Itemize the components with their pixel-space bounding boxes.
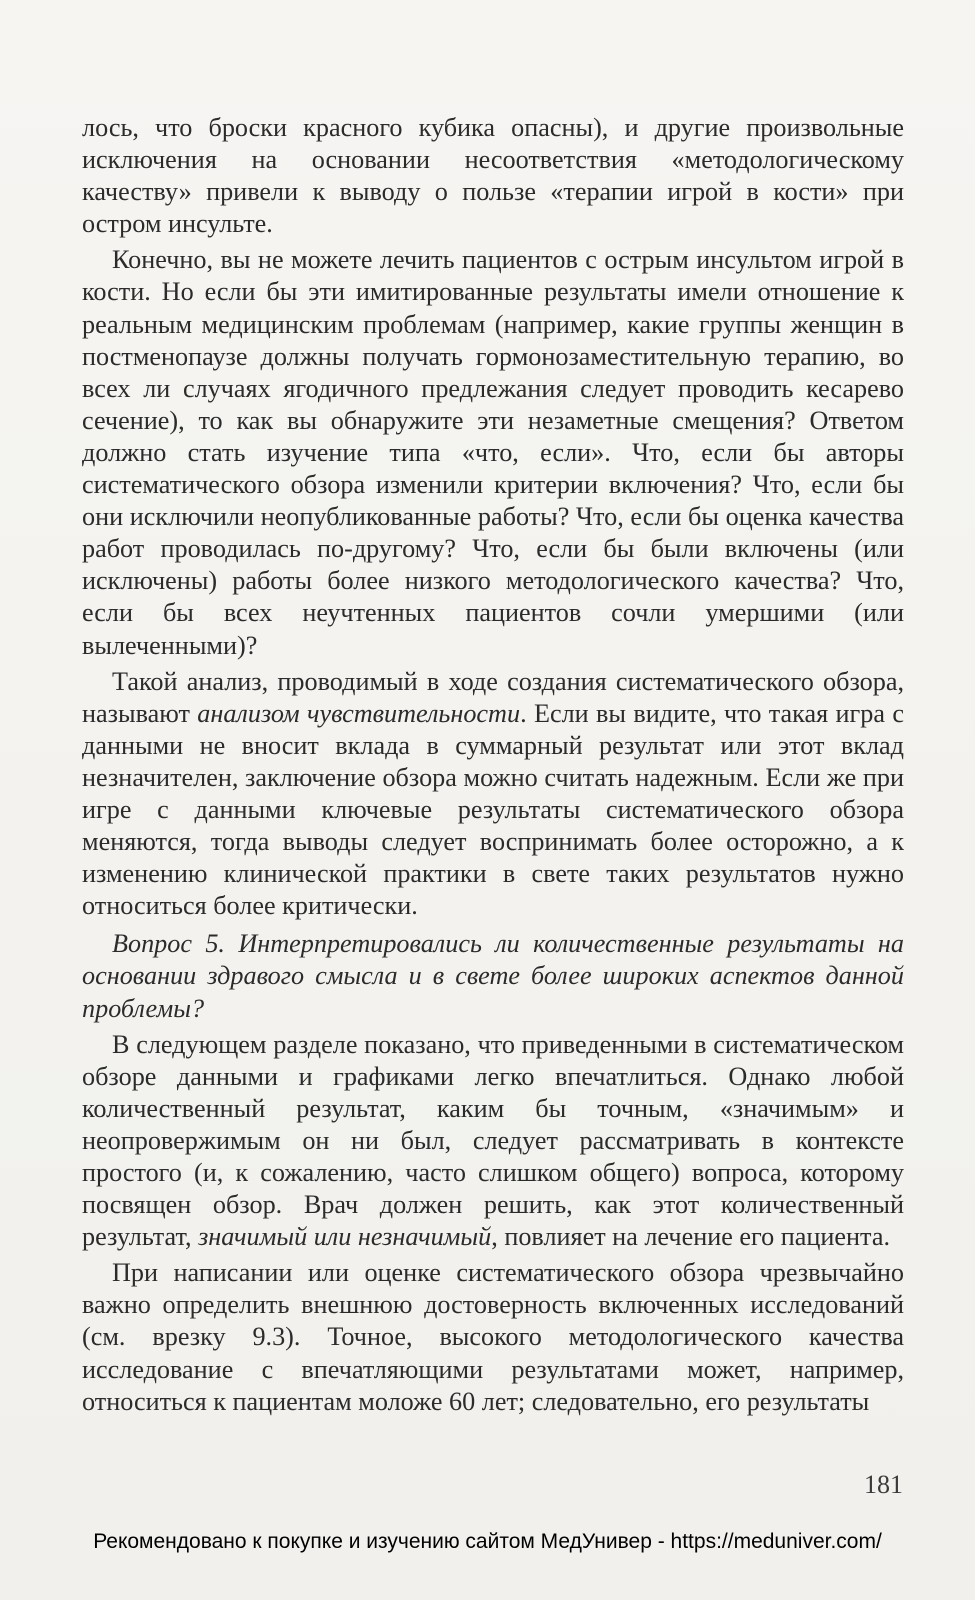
body-text xyxy=(82,112,904,1422)
paragraph-dice-therapy: Конечно, вы не можете лечить пациентов с острым инсультом игрой в кости. Но если бы эти имитированные результаты имели отношение к реальным медицинским проблемам (например, какие группы женщин в постменопаузе должны получать гормонозаместительную терапию, во всех ли случаях ягодичного предлежания следует проводить кесарево сечение), то как вы обнаружите эти незаметные смещения? Ответом должно стать изучение типа «что, если». Что, если бы авторы систематического обзора изменили критерии включения? Что, если бы они исключили неопубликованные работы? Что, если бы оценка качества работ проводилась по-другому? Что, если бы были включены (или исключены) работы более низкого методологического качества? Что, если бы всех неучтенных пациентов сочли умершими (или вылеченными)? xyxy=(82,245,904,660)
paragraph-external-validity: При написании или оценке систематического обзора чрезвычайно важно определить внешнюю достоверность включенных исследований (см. врезку 9.3). Точное, высокого методологического качества исследование с впечатляющими результатами может, например, относиться к пациентам моложе 60 лет; следовательно, его результаты xyxy=(82,1258,904,1416)
italic-term: анализом чувствительности xyxy=(197,698,521,728)
footer-watermark: Рекомендовано к покупке и изучению сайтом МедУнивер - https://meduniver.com/ xyxy=(93,1530,882,1553)
paragraph-quantitative-results xyxy=(82,1029,904,1254)
paragraph-continuation: лось, что броски красного кубика опасны), и другие произвольные исключения на основании несоответствия «методологическому качеству» привели к выводу о пользе «терапии игрой в кости» при остром инсульте. xyxy=(82,113,904,239)
paragraph-text-after: . Если вы видите, что такая игра с данными не вносит вклада в суммарный результат или этот вклад незначителен, заключение обзора можно считать надежным. Если же при игре с данными ключевые результаты систематического обзора меняются, тогда выводы следует воспринимать более осторожно, а к изменению клинической практики в свете таких результатов нужно относиться более критически. xyxy=(82,698,904,921)
italic-term: значимый или незначимый xyxy=(198,1222,492,1252)
paragraph-text-before: Такой анализ, проводимый в ходе создания систематического обзора, называют xyxy=(82,666,904,728)
paragraph-text-before: В следующем разделе показано, что приведенными в систематическом обзоре данными и графиками легко впечатлиться. Однако любой количественный результат, каким бы точным, «значимым» и неопровержимым он ни был, следует рассматривать в контексте простого (и, к сожалению, часто слишком общего) вопроса, которому посвящен обзор. Врач должен решить, как этот количественный результат, xyxy=(82,1029,904,1252)
paragraph-sensitivity-analysis xyxy=(82,666,904,923)
question-heading: Вопрос 5. Интерпретировались ли количественные результаты на основании здравого смысла и в свете более широких аспектов данной проблемы? xyxy=(82,929,904,1023)
page-number: 181 xyxy=(864,1470,903,1499)
paragraph-text-after: , повлияет на лечение его пациента. xyxy=(491,1222,890,1252)
